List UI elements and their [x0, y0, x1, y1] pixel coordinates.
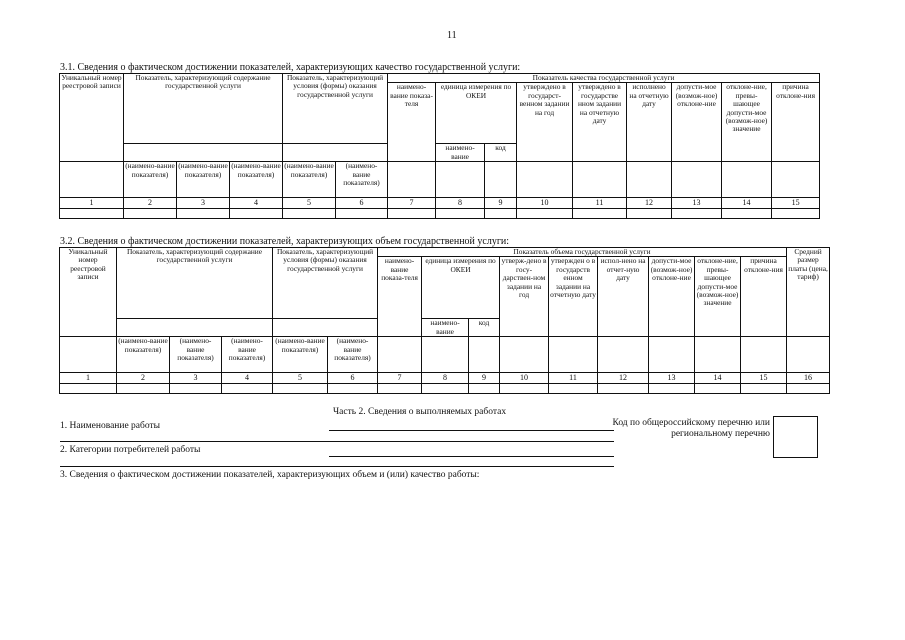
content-empty-cell	[124, 144, 283, 162]
unit-name-header: наимено-вание	[422, 319, 469, 337]
sub-header: (наимено-вание показателя)	[273, 337, 328, 373]
column-number: 2	[124, 198, 177, 209]
conditions-indicator-header: Показатель, характеризующий условия (формы) оказания государственной услуги	[283, 74, 388, 144]
column-number: 3	[177, 198, 230, 209]
content-indicator-header: Показатель, характеризующий содержание государственной услуги	[117, 248, 273, 319]
executed-header: исполнено на отчетную дату	[627, 83, 672, 162]
excess-deviation-header: отклоне-ние, превы-шающее допусти-мое (возмож-ное) значение	[722, 83, 772, 162]
column-number: 16	[787, 373, 830, 384]
column-number: 9	[469, 373, 500, 384]
empty-cell	[60, 162, 124, 198]
allowed-deviation-header: допусти-мое (возмож-ное) отклоне-ние	[672, 83, 722, 162]
column-number: 8	[422, 373, 469, 384]
table-row	[60, 384, 830, 394]
column-number: 5	[283, 198, 336, 209]
part-2-title: Часть 2. Сведения о выполняемых работах	[333, 407, 507, 417]
column-number: 7	[378, 373, 422, 384]
column-number: 10	[517, 198, 573, 209]
work-name-label: 1. Наименование работы	[60, 421, 161, 431]
column-number: 9	[485, 198, 517, 209]
unique-number-header: Уникальный номер реестровой записи	[60, 248, 117, 337]
quality-table	[59, 73, 820, 219]
section-1-title: 3.1. Сведения о фактическом достижении показателей, характеризующих качество государственной услуги:	[60, 62, 521, 73]
approved-task-header: утверждено в государст-венном задании на год	[517, 83, 573, 162]
content-indicator-header: Показатель, характеризующий содержание государственной услуги	[124, 74, 283, 144]
column-number: 10	[500, 373, 549, 384]
indicator-name-header: наимено-вание показа-теля	[378, 257, 422, 337]
column-number: 13	[649, 373, 695, 384]
column-number: 15	[741, 373, 787, 384]
work-name-line-2[interactable]	[60, 441, 614, 442]
unique-number-header: Уникальный номер реестровой записи	[60, 74, 124, 162]
quality-indicator-header: Показатель качества государственной услуги	[388, 74, 820, 83]
avg-price-header: Средний размер платы (цена, тариф)	[787, 248, 830, 337]
column-number: 11	[549, 373, 598, 384]
sub-header: (наимено-вание показателя)	[283, 162, 336, 198]
table-row	[60, 209, 820, 219]
consumers-label: 2. Категории потребителей работы	[60, 445, 201, 455]
column-number: 2	[117, 373, 170, 384]
sub-header: (наимено-вание показателя)	[230, 162, 283, 198]
registry-code-label: Код по общероссийскому перечню или региональному перечню	[612, 418, 770, 439]
column-number: 14	[722, 198, 772, 209]
approved-date-header: утвержден о в государств енном задании на отчетную дату	[549, 257, 598, 337]
reason-header: причина отклоне-ния	[772, 83, 820, 162]
column-number: 13	[672, 198, 722, 209]
unit-code-header: код	[469, 319, 500, 337]
content-empty-cell	[117, 319, 273, 337]
column-number: 3	[170, 373, 222, 384]
conditions-empty-cell	[283, 144, 388, 162]
consumers-line[interactable]	[329, 456, 614, 457]
unit-name-header: наимено-вание	[436, 144, 485, 162]
unit-header: единица измерения по ОКЕИ	[436, 83, 517, 144]
sub-header: (наимено-вание показателя)	[336, 162, 388, 198]
unit-header: единица измерения по ОКЕИ	[422, 257, 500, 319]
section-3-title: 3. Сведения о фактическом достижении показателей, характеризующих объем и (или) качество работы:	[60, 470, 480, 480]
approved-task-header: утверж-дено в госу-дарствен-ном задании на год	[500, 257, 549, 337]
column-number: 4	[230, 198, 283, 209]
empty-cell	[60, 337, 117, 373]
volume-table	[59, 247, 830, 394]
section-2-title: 3.2. Сведения о фактическом достижении показателей, характеризующих объем государственной услуги:	[60, 236, 510, 247]
column-number: 5	[273, 373, 328, 384]
executed-header: испол-нено на отчет-ную дату	[598, 257, 649, 337]
sub-header: (наимено-вание показателя)	[117, 337, 170, 373]
reason-header: причина отклоне-ния	[741, 257, 787, 337]
column-number: 6	[336, 198, 388, 209]
approved-date-header: утверждено в государстве нном задании на отчетную дату	[573, 83, 627, 162]
sub-header: (наимено-вание показателя)	[170, 337, 222, 373]
column-number: 11	[573, 198, 627, 209]
registry-code-box[interactable]	[773, 416, 818, 458]
column-number: 1	[60, 373, 117, 384]
column-number: 4	[222, 373, 273, 384]
excess-deviation-header: отклоне-ние, превы-шающее допусти-мое (возмож-ное) значение	[695, 257, 741, 337]
column-number: 15	[772, 198, 820, 209]
column-number: 1	[60, 198, 124, 209]
column-number: 12	[598, 373, 649, 384]
column-number: 6	[328, 373, 378, 384]
volume-indicator-header: Показатель объема государственной услуги	[378, 248, 787, 257]
sub-header: (наимено-вание показателя)	[124, 162, 177, 198]
allowed-deviation-header: допусти-мое (возмож-ное) отклоне-ние	[649, 257, 695, 337]
column-number: 14	[695, 373, 741, 384]
sub-header: (наимено-вание показателя)	[328, 337, 378, 373]
column-number: 8	[436, 198, 485, 209]
sub-header: (наимено-вание показателя)	[222, 337, 273, 373]
indicator-name-header: наимено-вание показа-теля	[388, 83, 436, 162]
conditions-empty-cell	[273, 319, 378, 337]
sub-header: (наимено-вание показателя)	[177, 162, 230, 198]
conditions-indicator-header: Показатель, характеризующий условия (формы) оказания государственной услуги	[273, 248, 378, 319]
consumers-line-2[interactable]	[60, 466, 614, 467]
unit-code-header: код	[485, 144, 517, 162]
page-number: 11	[447, 30, 457, 41]
column-number: 12	[627, 198, 672, 209]
column-number: 7	[388, 198, 436, 209]
